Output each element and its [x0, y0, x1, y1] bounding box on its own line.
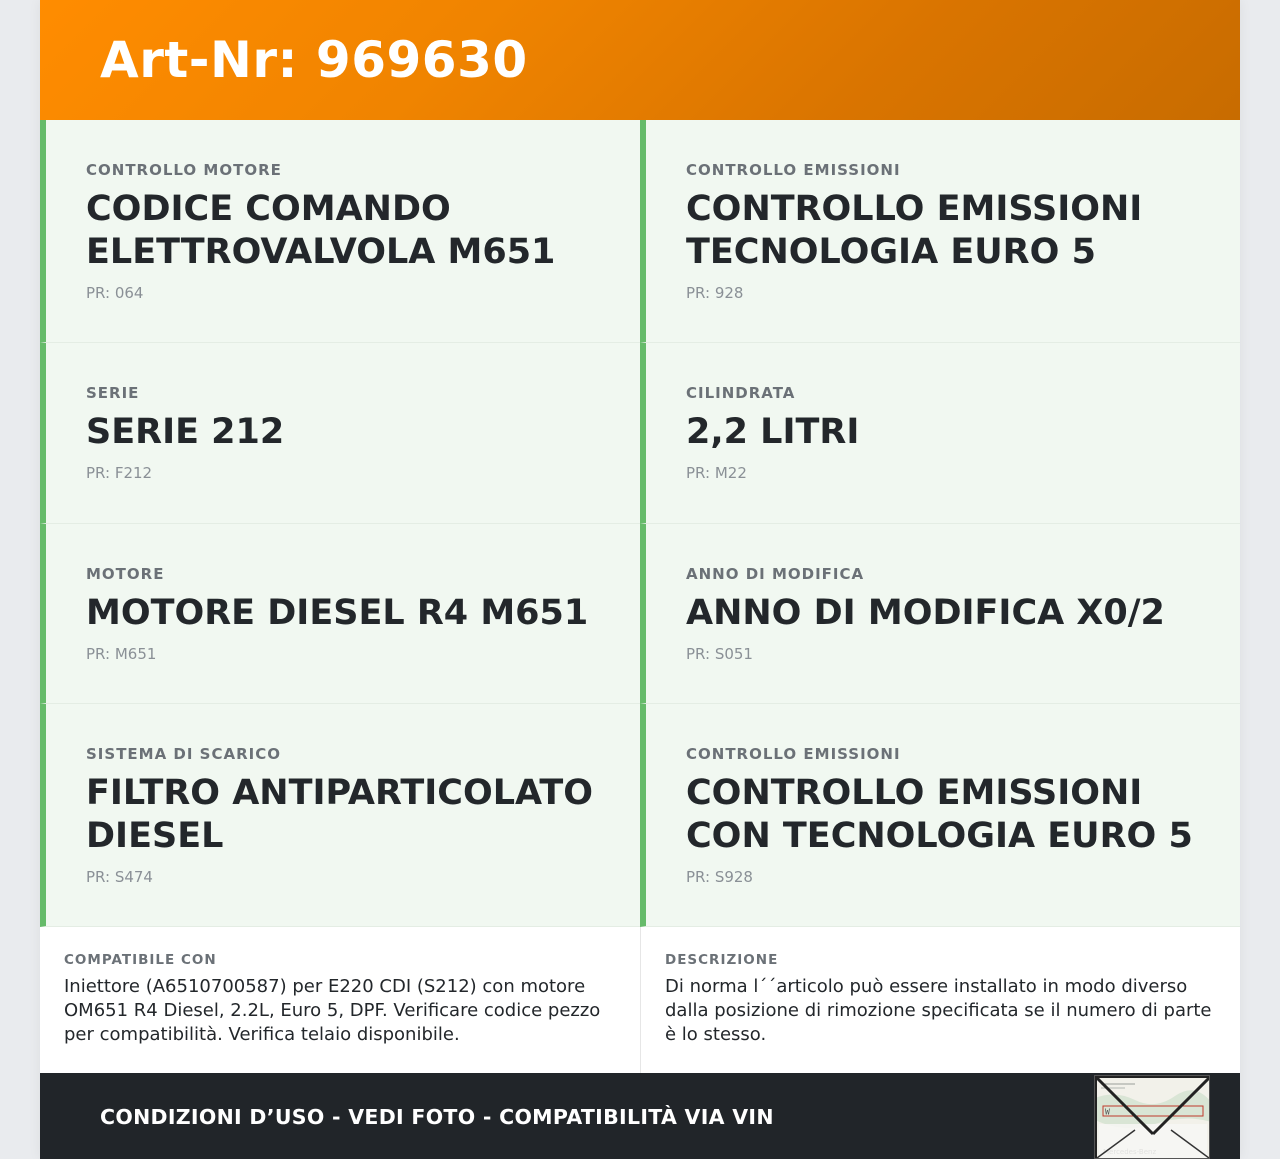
feature-category: MOTORE: [86, 565, 165, 583]
compatibility-label: COMPATIBILE CON: [64, 952, 217, 968]
thumbnail-vin-text: W: [1105, 1107, 1110, 1117]
vehicle-document-photo-icon[interactable]: [1094, 1075, 1210, 1159]
feature-pr-code: PR: S928: [686, 868, 753, 886]
feature-grid: [40, 120, 1240, 927]
compatibility-box: [40, 927, 640, 1073]
feature-category: CILINDRATA: [686, 384, 796, 402]
feature-category: CONTROLLO EMISSIONI: [686, 745, 901, 763]
feature-value: FILTRO ANTIPARTICOLATO DIESEL: [86, 773, 594, 856]
feature-category: ANNO DI MODIFICA: [686, 565, 865, 583]
feature-card: [640, 120, 1240, 343]
feature-card: [640, 343, 1240, 524]
feature-value: MOTORE DIESEL R4 M651: [86, 593, 589, 633]
description-box: [640, 927, 1240, 1073]
feature-value: CONTROLLO EMISSIONI TECNOLOGIA EURO 5: [686, 189, 1143, 272]
feature-card: [640, 704, 1240, 927]
feature-pr-code: PR: S474: [86, 868, 153, 886]
feature-value: SERIE 212: [86, 412, 285, 452]
header-bar: [40, 0, 1240, 120]
feature-pr-code: PR: F212: [86, 464, 153, 482]
feature-card: [40, 343, 640, 524]
feature-category: CONTROLLO EMISSIONI: [686, 161, 901, 179]
feature-value: CODICE COMANDO ELETTROVALVOLA M651: [86, 189, 556, 272]
feature-card: [40, 524, 640, 704]
product-sheet: [40, 0, 1240, 1159]
info-section: [40, 927, 1240, 1073]
feature-pr-code: PR: S051: [686, 645, 753, 663]
feature-pr-code: PR: 064: [86, 284, 144, 302]
compatibility-text: Iniettore (A6510700587) per E220 CDI (S212) con motore OM651 R4 Diesel, 2.2L, Euro 5, DPF. Verificare codice pezzo per compatibilità. Verifica telaio disponibile.: [64, 976, 601, 1045]
article-number-title: Art-Nr: 969630: [100, 31, 528, 89]
feature-category: CONTROLLO MOTORE: [86, 161, 282, 179]
feature-category: SISTEMA DI SCARICO: [86, 745, 281, 763]
feature-card: [40, 120, 640, 343]
footer-links-text[interactable]: CONDIZIONI D’USO - VEDI FOTO - COMPATIBILITÀ VIA VIN: [100, 1104, 774, 1129]
feature-card: [640, 524, 1240, 704]
feature-value: 2,2 LITRI: [686, 412, 860, 452]
document-thumbnail-graphic: [1095, 1076, 1210, 1159]
feature-category: SERIE: [86, 384, 140, 402]
feature-value: CONTROLLO EMISSIONI CON TECNOLOGIA EURO 5: [686, 773, 1193, 856]
feature-pr-code: PR: M22: [686, 464, 747, 482]
description-label: DESCRIZIONE: [665, 952, 779, 968]
feature-pr-code: PR: 928: [686, 284, 744, 302]
footer-bar: [40, 1073, 1240, 1159]
feature-value: ANNO DI MODIFICA X0/2: [686, 593, 1165, 633]
description-text: Di norma l´´articolo può essere installato in modo diverso dalla posizione di rimozione specificata se il numero di parte è lo stesso.: [665, 976, 1212, 1045]
feature-card: [40, 704, 640, 927]
feature-pr-code: PR: M651: [86, 645, 157, 663]
